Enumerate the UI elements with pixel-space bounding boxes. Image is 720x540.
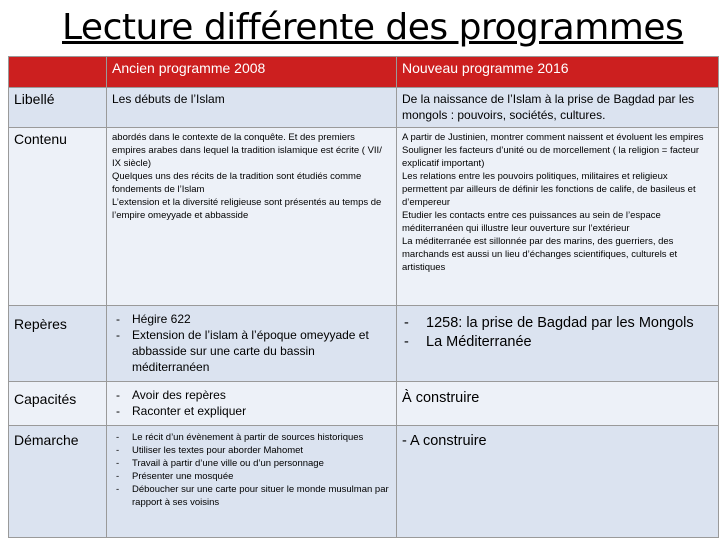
row-label-reperes: Repères	[9, 306, 107, 382]
row-libelle	[9, 88, 719, 128]
header-row	[9, 57, 719, 88]
capacites-new: À construire	[397, 382, 719, 426]
reperes-old-item: - Extension de l’islam à l’époque omeyyade et abbasside sur une carte du bassin méditerranéen	[112, 327, 391, 375]
header-old-program: Ancien programme 2008	[107, 57, 397, 88]
capacites-old	[107, 382, 397, 426]
contenu-old-line: abordés dans le contexte de la conquête. Et des premiers empires arabes dans lequel la tradition islamique est écrite ( VII/ IX siècle)	[112, 132, 382, 169]
contenu-old	[107, 128, 397, 306]
contenu-new-line: A partir de Justinien, montrer comment naissent et évoluent les empires	[402, 132, 704, 143]
row-contenu	[9, 128, 719, 306]
demarche-old-item: - Travail à partir d’une ville ou d’un personnage	[112, 457, 391, 470]
libelle-old: Les débuts de l’Islam	[107, 88, 397, 128]
libelle-new: De la naissance de l’Islam à la prise de Bagdad par les mongols : pouvoirs, sociétés, cultures.	[397, 88, 719, 128]
header-new-program: Nouveau programme 2016	[397, 57, 719, 88]
row-label-capacites: Capacités	[9, 382, 107, 426]
reperes-new	[397, 306, 719, 382]
capacites-old-item: - Avoir des repères	[112, 387, 391, 403]
contenu-new-line: Etudier les contacts entre ces puissances au sein de l’espace méditerranéen qui illustre leur ouverture sur l’extérieur	[402, 210, 661, 234]
contenu-new-line: Souligner les facteurs d’unité ou de morcellement ( la religion = facteur explicatif important)	[402, 145, 700, 169]
capacites-old-item: - Raconter et expliquer	[112, 403, 391, 419]
header-corner	[9, 57, 107, 88]
contenu-new-line: La méditerranée est sillonnée par des marins, des guerriers, des marchands est aussi un lieu d’échanges scientifiques, culturels et artistiques	[402, 236, 678, 273]
row-label-libelle: Libellé	[9, 88, 107, 128]
contenu-old-line: Quelques uns des récits de la tradition sont étudiés comme fondements de l’Islam	[112, 171, 362, 195]
row-label-demarche: Démarche	[9, 426, 107, 538]
demarche-old-item: - Le récit d’un évènement à partir de sources historiques	[112, 431, 391, 444]
row-reperes	[9, 306, 719, 382]
contenu-new-line: Les relations entre les pouvoirs politiques, militaires et religieux permettent par ailleurs de définir les fonctions de calife, de basileus et d’empereur	[402, 171, 696, 208]
slide-title: Lecture différente des programmes	[62, 7, 684, 48]
demarche-old	[107, 426, 397, 538]
row-capacites	[9, 382, 719, 426]
contenu-old-line: L’extension et la diversité religieuse sont présentés au temps de l’empire omeyyade et abbasside	[112, 197, 382, 221]
demarche-old-item: - Déboucher sur une carte pour situer le monde musulman par rapport à ses voisins	[112, 483, 391, 509]
reperes-new-item: - 1258: la prise de Bagdad par les Mongols	[402, 314, 713, 333]
contenu-new	[397, 128, 719, 306]
reperes-old	[107, 306, 397, 382]
demarche-old-item: - Présenter une mosquée	[112, 470, 391, 483]
row-label-contenu: Contenu	[9, 128, 107, 306]
comparison-table	[8, 56, 719, 538]
row-demarche	[9, 426, 719, 538]
reperes-new-item: - La Méditerranée	[402, 333, 713, 352]
reperes-old-item: - Hégire 622	[112, 311, 391, 327]
demarche-new: - A construire	[397, 426, 719, 538]
demarche-old-item: - Utiliser les textes pour aborder Mahomet	[112, 444, 391, 457]
